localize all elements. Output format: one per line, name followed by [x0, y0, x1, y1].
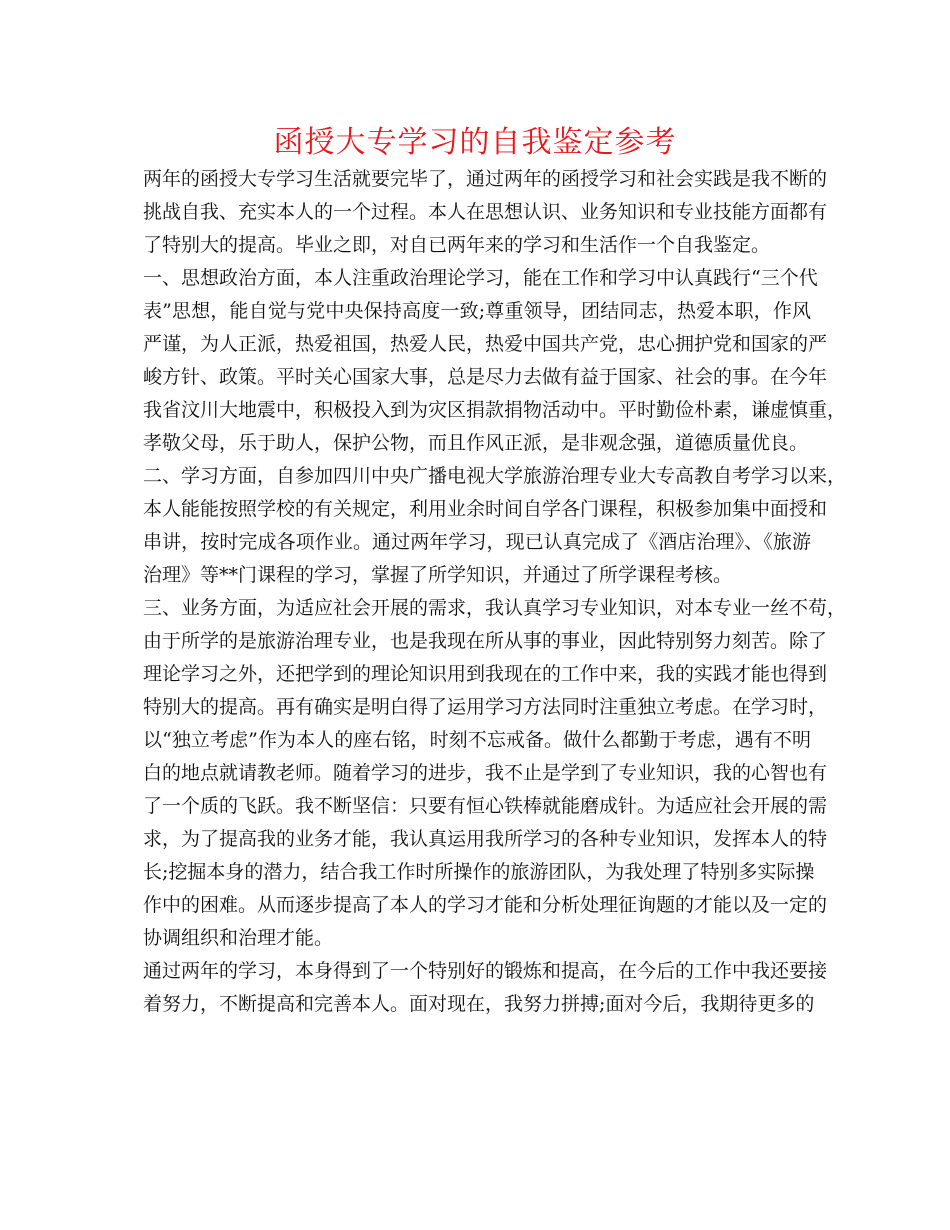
paragraph-line: 特别大的提高。再有确实是明白得了运用学习方法同时注重独立考虑。在学习时，: [143, 696, 828, 718]
paragraph-line: 白的地点就请教老师。随着学习的进步，我不止是学到了专业知识，我的心智也有: [143, 762, 828, 784]
paragraph-line: 以“独立考虑”作为本人的座右铭，时刻不忘戒备。做什么都勤于考虑，遇有不明: [143, 729, 811, 751]
paragraph-line: 理论学习之外，还把学到的理论知识用到我现在的工作中来，我的实践才能也得到: [143, 663, 828, 685]
paragraph-line: 了一个质的飞跃。我不断坚信：只要有恒心铁棒就能磨成针。为适应社会开展的需: [143, 795, 828, 817]
paragraph: [143, 592, 847, 955]
paragraph-line: 孝敬父母，乐于助人，保护公物，而且作风正派，是非观念强，道德质量优良。: [143, 432, 809, 454]
paragraph-line: 作中的困难。从而逐步提高了本人的学习才能和分析处理征询题的才能以及一定的: [143, 894, 828, 916]
paragraph-line: 严谨，为人正派，热爱祖国，热爱人民，热爱中国共产党，忠心拥护党和国家的严: [143, 333, 828, 355]
paragraph: [143, 460, 847, 592]
paragraph-line: 二、学习方面，自参加四川中央广播电视大学旅游治理专业大专高教自考学习以来，: [143, 465, 847, 487]
paragraph: [143, 262, 847, 460]
paragraph-line: 着努力，不断提高和完善本人。面对现在，我努力拼搏;面对今后，我期待更多的: [143, 993, 815, 1015]
paragraph-line: 求，为了提高我的业务才能，我认真运用我所学习的各种专业知识，发挥本人的特: [143, 828, 828, 850]
paragraph: [143, 955, 828, 1021]
paragraph-line: 三、业务方面，为适应社会开展的需求，我认真学习专业知识，对本专业一丝不苟，: [143, 597, 847, 619]
paragraph-line: 挑战自我、充实本人的一个过程。本人在思想认识、业务知识和专业技能方面都有: [143, 201, 828, 223]
paragraph-line: 由于所学的是旅游治理专业，也是我现在所从事的事业，因此特别努力刻苦。除了: [143, 630, 828, 652]
paragraph-line: 本人能能按照学校的有关规定，利用业余时间自学各门课程，积极参加集中面授和: [143, 498, 828, 520]
paragraph-line: 长;挖掘本身的潜力，结合我工作时所操作的旅游团队，为我处理了特别多实际操: [143, 861, 815, 883]
document-title: 函授大专学习的自我鉴定参考: [273, 125, 677, 160]
paragraph-line: 了特别大的提高。毕业之即，对自已两年来的学习和生活作一个自我鉴定。: [143, 234, 771, 256]
paragraph-line: 两年的函授大专学习生活就要完毕了，通过两年的函授学习和社会实践是我不断的: [143, 168, 828, 190]
paragraph-line: 我省汶川大地震中，积极投入到为灾区捐款捐物活动中。平时勤俭朴素，谦虚慎重，: [143, 399, 847, 421]
document-body: [143, 163, 847, 1021]
paragraph: [143, 163, 828, 262]
paragraph-line: 峻方针、政策。平时关心国家大事，总是尽力去做有益于国家、社会的事。在今年: [143, 366, 828, 388]
paragraph-line: 通过两年的学习，本身得到了一个特别好的锻炼和提高，在今后的工作中我还要接: [143, 960, 828, 982]
paragraph-line: 治理》等**门课程的学习，掌握了所学知识，并通过了所学课程考核。: [143, 564, 733, 586]
paragraph-line: 表”思想，能自觉与党中央保持高度一致;尊重领导，团结同志，热爱本职，作风: [143, 300, 811, 322]
paragraph-line: 一、思想政治方面，本人注重政治理论学习，能在工作和学习中认真践行“三个代: [143, 267, 818, 289]
paragraph-line: 协调组织和治理才能。: [143, 927, 334, 949]
paragraph-line: 串讲，按时完成各项作业。通过两年学习，现已认真完成了《酒店治理》、《旅游: [143, 531, 811, 553]
